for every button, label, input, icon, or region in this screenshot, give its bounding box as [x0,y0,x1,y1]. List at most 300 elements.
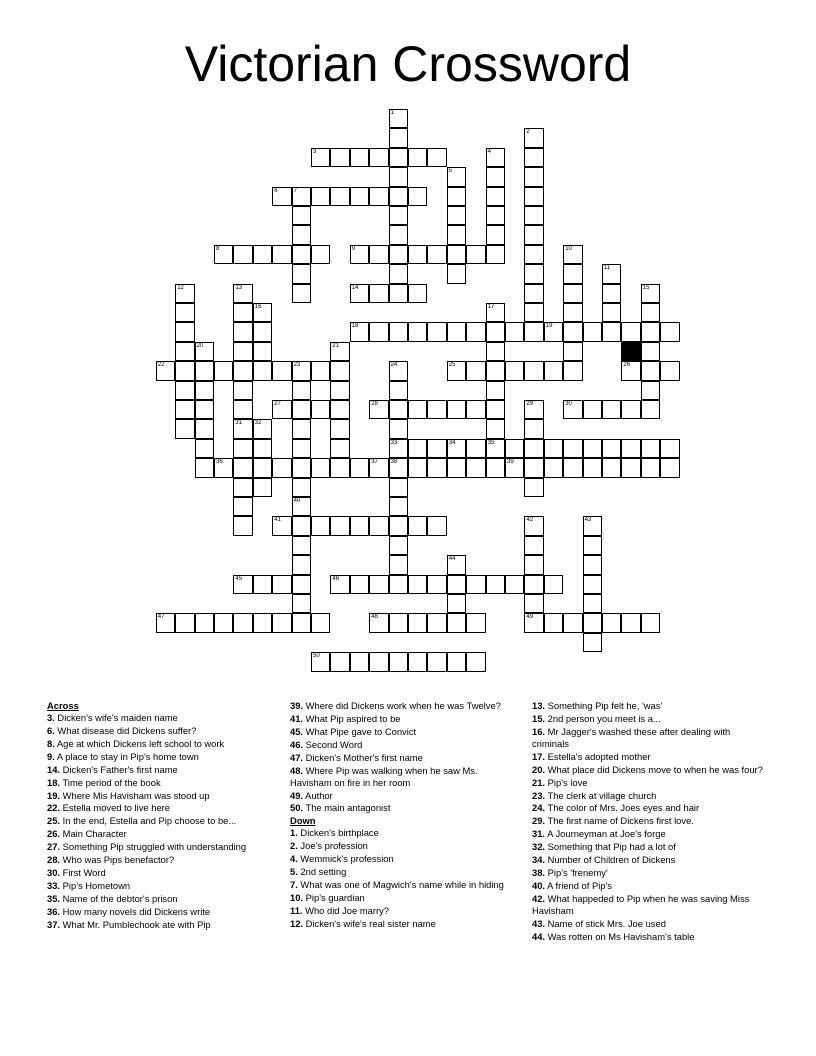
grid-cell[interactable] [505,458,524,477]
grid-cell[interactable] [233,303,252,322]
grid-cell[interactable] [175,322,194,341]
grid-cell[interactable] [389,109,408,128]
grid-cell[interactable] [427,458,446,477]
grid-cell[interactable] [311,458,330,477]
grid-cell[interactable] [447,555,466,574]
grid-cell[interactable] [195,613,214,632]
grid-cell[interactable] [272,400,291,419]
grid-cell[interactable] [350,245,369,264]
grid-cell[interactable] [427,322,446,341]
grid-cell[interactable] [408,458,427,477]
grid-cell[interactable] [524,322,543,341]
grid-cell[interactable] [602,613,621,632]
clue-item-text: What place did Dickens move to when he was four? [545,763,763,775]
grid-cell[interactable] [214,458,233,477]
grid-cell[interactable] [292,516,311,535]
clue-item-number: 17. [532,750,546,762]
grid-cell[interactable] [466,400,485,419]
grid-cell[interactable] [563,264,582,283]
grid-cell[interactable] [447,167,466,186]
grid-cell[interactable] [272,245,291,264]
grid-cell[interactable] [660,458,679,477]
grid-cell[interactable] [524,206,543,225]
grid-cell[interactable] [447,400,466,419]
grid-cell[interactable] [641,613,660,632]
grid-cell[interactable] [389,458,408,477]
grid-cell[interactable] [641,284,660,303]
grid-cell[interactable] [583,594,602,613]
grid-cell[interactable] [330,148,349,167]
grid-cell[interactable] [195,381,214,400]
grid-cell[interactable] [330,400,349,419]
grid-cell[interactable] [272,187,291,206]
grid-cell[interactable] [389,206,408,225]
grid-cell[interactable] [602,439,621,458]
grid-cell[interactable] [253,575,272,594]
grid-cell[interactable] [350,187,369,206]
grid-cell[interactable] [427,148,446,167]
grid-cell[interactable] [466,245,485,264]
clue-item-text: Dicken's Mother's first name [303,751,423,763]
grid-cell[interactable] [563,439,582,458]
grid-cell[interactable] [563,361,582,380]
grid-cell[interactable] [447,322,466,341]
grid-cell[interactable] [641,458,660,477]
grid-cell[interactable] [486,361,505,380]
grid-cell[interactable] [486,187,505,206]
grid-cell[interactable] [389,148,408,167]
grid-cell[interactable] [486,225,505,244]
grid-cell[interactable] [292,187,311,206]
grid-cell[interactable] [195,458,214,477]
grid-cell[interactable] [369,148,388,167]
grid-cell[interactable] [408,400,427,419]
grid-cell[interactable] [292,478,311,497]
grid-cell[interactable] [253,478,272,497]
grid-cell[interactable] [175,284,194,303]
grid-cell[interactable] [408,575,427,594]
grid-cell[interactable] [350,458,369,477]
grid-cell[interactable] [330,187,349,206]
grid-cell[interactable] [389,322,408,341]
grid-cell[interactable] [253,322,272,341]
grid-cell[interactable] [583,575,602,594]
grid-cell[interactable] [408,613,427,632]
grid-cell[interactable] [563,245,582,264]
grid-cell[interactable] [389,536,408,555]
grid-cell[interactable] [272,575,291,594]
grid-cell[interactable] [447,206,466,225]
grid-cell[interactable] [486,342,505,361]
grid-cell[interactable] [233,419,252,438]
grid-cell[interactable] [466,652,485,671]
grid-cell[interactable] [524,148,543,167]
grid-cell[interactable] [544,575,563,594]
grid-cell[interactable] [233,284,252,303]
grid-cell[interactable] [214,361,233,380]
grid-cell[interactable] [505,439,524,458]
grid-cell[interactable] [524,187,543,206]
clue-number: 34 [448,439,456,446]
grid-cell[interactable] [505,575,524,594]
grid-cell[interactable] [524,575,543,594]
grid-cell[interactable] [389,128,408,147]
grid-cell[interactable] [175,361,194,380]
grid-cell[interactable] [195,361,214,380]
grid-cell[interactable] [272,458,291,477]
grid-cell[interactable] [524,613,543,632]
grid-cell[interactable] [660,322,679,341]
grid-cell[interactable] [524,400,543,419]
grid-cell[interactable] [389,284,408,303]
clue-item-text: Name of stick Mrs. Joe used [545,917,666,929]
grid-cell[interactable] [369,187,388,206]
grid-cell[interactable] [524,167,543,186]
grid-cell[interactable] [156,361,175,380]
grid-cell[interactable] [233,575,252,594]
grid-cell[interactable] [311,400,330,419]
grid-cell[interactable] [233,478,252,497]
grid-cell[interactable] [602,264,621,283]
grid-cell[interactable] [447,245,466,264]
grid-cell[interactable] [427,245,446,264]
grid-cell[interactable] [330,381,349,400]
grid-cell[interactable] [389,245,408,264]
grid-cell[interactable] [641,361,660,380]
grid-cell[interactable] [233,322,252,341]
grid-cell[interactable] [389,381,408,400]
grid-cell[interactable] [175,381,194,400]
grid-cell[interactable] [408,284,427,303]
grid-cell[interactable] [408,652,427,671]
grid-cell[interactable] [369,284,388,303]
grid-cell[interactable] [524,284,543,303]
grid-cell[interactable] [330,342,349,361]
grid-cell[interactable] [563,322,582,341]
grid-cell[interactable] [292,361,311,380]
grid-cell[interactable] [233,361,252,380]
grid-cell[interactable] [486,167,505,186]
grid-cell[interactable] [641,400,660,419]
grid-cell[interactable] [389,225,408,244]
grid-cell[interactable] [427,439,446,458]
grid-cell[interactable] [330,516,349,535]
grid-cell[interactable] [389,575,408,594]
grid-cell[interactable] [427,652,446,671]
grid-cell[interactable] [311,245,330,264]
grid-cell[interactable] [311,187,330,206]
grid-cell[interactable] [408,322,427,341]
grid-cell[interactable] [447,439,466,458]
grid-cell[interactable] [175,613,194,632]
grid-cell[interactable] [583,613,602,632]
grid-cell[interactable] [369,322,388,341]
grid-cell[interactable] [447,575,466,594]
grid-cell[interactable] [524,555,543,574]
grid-cell[interactable] [292,419,311,438]
grid-cell[interactable] [486,245,505,264]
grid-cell[interactable] [486,303,505,322]
grid-cell[interactable] [292,458,311,477]
grid-cell[interactable] [175,419,194,438]
grid-cell[interactable] [602,322,621,341]
grid-cell[interactable] [447,264,466,283]
grid-cell[interactable] [292,264,311,283]
grid-cell[interactable] [621,322,640,341]
grid-cell[interactable] [660,439,679,458]
grid-cell[interactable] [641,303,660,322]
grid-cell[interactable] [524,264,543,283]
grid-cell[interactable] [369,245,388,264]
grid-cell[interactable] [389,439,408,458]
grid-cell[interactable] [583,322,602,341]
down-clue-list [290,827,520,929]
grid-cell[interactable] [583,400,602,419]
grid-cell[interactable] [311,148,330,167]
grid-cell[interactable] [621,458,640,477]
grid-cell[interactable] [369,516,388,535]
grid-cell[interactable] [369,458,388,477]
grid-cell[interactable] [447,594,466,613]
grid-cell[interactable] [214,613,233,632]
grid-cell[interactable] [369,652,388,671]
grid-cell[interactable] [311,652,330,671]
grid-cell[interactable] [486,148,505,167]
grid-cell[interactable] [350,652,369,671]
grid-cell[interactable] [466,575,485,594]
grid-cell[interactable] [292,613,311,632]
clue-item-number: 41. [290,712,304,724]
grid-cell[interactable] [583,555,602,574]
grid-cell[interactable] [641,381,660,400]
grid-cell[interactable] [389,167,408,186]
grid-cell[interactable] [466,322,485,341]
grid-cell[interactable] [389,400,408,419]
grid-cell[interactable] [486,322,505,341]
grid-cell[interactable] [486,575,505,594]
grid-cell[interactable] [292,536,311,555]
grid-cell[interactable] [233,497,252,516]
grid-cell[interactable] [427,400,446,419]
grid-cell[interactable] [621,439,640,458]
grid-cell[interactable] [292,555,311,574]
grid-cell[interactable] [544,458,563,477]
grid-cell[interactable] [233,400,252,419]
grid-cell[interactable] [583,536,602,555]
grid-cell[interactable] [408,148,427,167]
grid-cell[interactable] [486,419,505,438]
grid-cell[interactable] [408,187,427,206]
grid-cell[interactable] [583,439,602,458]
grid-cell[interactable] [389,478,408,497]
grid-cell[interactable] [195,400,214,419]
grid-cell[interactable] [233,245,252,264]
grid-cell[interactable] [369,575,388,594]
grid-cell[interactable] [389,264,408,283]
grid-cell[interactable] [466,361,485,380]
grid-cell[interactable] [292,575,311,594]
grid-cell[interactable] [175,303,194,322]
grid-cell[interactable] [311,613,330,632]
grid-cell[interactable] [369,400,388,419]
clue-item-number: 44. [532,930,546,942]
grid-cell[interactable] [330,361,349,380]
grid-cell[interactable] [233,381,252,400]
grid-cell[interactable] [427,613,446,632]
grid-cell[interactable] [447,458,466,477]
grid-cell[interactable] [583,458,602,477]
grid-cell[interactable] [233,458,252,477]
grid-cell[interactable] [486,439,505,458]
grid-cell[interactable] [389,516,408,535]
grid-cell[interactable] [195,439,214,458]
grid-cell[interactable] [253,303,272,322]
grid-cell[interactable] [524,245,543,264]
grid-cell[interactable] [292,381,311,400]
grid-cell[interactable] [253,419,272,438]
grid-cell[interactable] [272,361,291,380]
grid-cell[interactable] [292,284,311,303]
grid-cell[interactable] [389,361,408,380]
grid-cell[interactable] [253,342,272,361]
grid-cell[interactable] [350,575,369,594]
grid-cell[interactable] [292,497,311,516]
grid-cell[interactable] [292,439,311,458]
grid-cell[interactable] [505,322,524,341]
grid-cell[interactable] [447,187,466,206]
grid-cell[interactable] [427,575,446,594]
grid-cell[interactable] [330,419,349,438]
grid-cell[interactable] [175,400,194,419]
grid-cell[interactable] [524,516,543,535]
grid-cell[interactable] [524,458,543,477]
grid-cell[interactable] [524,225,543,244]
grid-cell[interactable] [524,478,543,497]
grid-cell[interactable] [660,361,679,380]
grid-cell[interactable] [292,206,311,225]
grid-cell[interactable] [524,128,543,147]
grid-cell[interactable] [505,361,524,380]
grid-cell[interactable] [330,439,349,458]
grid-cell[interactable] [621,613,640,632]
grid-cell[interactable] [583,633,602,652]
grid-cell[interactable] [408,439,427,458]
grid-cell[interactable] [524,439,543,458]
grid-cell[interactable] [544,361,563,380]
grid-cell[interactable] [544,613,563,632]
grid-cell[interactable] [466,439,485,458]
grid-cell[interactable] [447,652,466,671]
grid-cell[interactable] [563,400,582,419]
grid-cell[interactable] [563,342,582,361]
grid-cell[interactable] [233,613,252,632]
grid-cell[interactable] [602,400,621,419]
grid-cell[interactable] [641,439,660,458]
grid-cell[interactable] [233,516,252,535]
grid-cell[interactable] [466,613,485,632]
grid-cell[interactable] [389,652,408,671]
grid-cell[interactable] [563,303,582,322]
grid-cell[interactable] [389,497,408,516]
grid-cell[interactable] [563,613,582,632]
grid-cell[interactable] [583,516,602,535]
grid-cell[interactable] [253,458,272,477]
grid-cell[interactable] [524,303,543,322]
grid-cell[interactable] [486,458,505,477]
grid-cell[interactable] [563,458,582,477]
grid-cell[interactable] [214,245,233,264]
grid-cell[interactable] [408,516,427,535]
grid-cell[interactable] [447,361,466,380]
grid-cell[interactable] [233,342,252,361]
grid-cell[interactable] [311,516,330,535]
grid-cell[interactable] [350,322,369,341]
grid-cell[interactable] [408,245,427,264]
grid-cell[interactable] [486,400,505,419]
grid-cell[interactable] [524,594,543,613]
grid-cell[interactable] [427,516,446,535]
grid-cell[interactable] [621,400,640,419]
grid-cell[interactable] [350,516,369,535]
grid-cell[interactable] [563,284,582,303]
grid-cell[interactable] [195,419,214,438]
grid-cell[interactable] [195,342,214,361]
grid-cell[interactable] [389,613,408,632]
grid-cell[interactable] [350,284,369,303]
grid-cell[interactable] [272,516,291,535]
grid-cell[interactable] [389,187,408,206]
grid-cell[interactable] [641,342,660,361]
grid-cell[interactable] [233,439,252,458]
grid-cell[interactable] [466,458,485,477]
grid-cell[interactable] [156,613,175,632]
grid-cell[interactable] [330,458,349,477]
grid-cell[interactable] [369,613,388,632]
grid-cell[interactable] [524,361,543,380]
grid-cell[interactable] [621,361,640,380]
grid-cell[interactable] [602,458,621,477]
clue-item-text: A place to stay in Pip's home town [54,750,199,762]
grid-cell[interactable] [330,575,349,594]
grid-cell[interactable] [292,245,311,264]
grid-cell[interactable] [175,342,194,361]
grid-cell[interactable] [544,322,563,341]
grid-cell[interactable] [486,206,505,225]
grid-cell[interactable] [253,245,272,264]
grid-cell[interactable] [272,613,291,632]
grid-cell[interactable] [447,613,466,632]
grid-cell[interactable] [253,613,272,632]
grid-cell[interactable] [253,439,272,458]
grid-cell[interactable] [253,361,272,380]
grid-cell[interactable] [330,652,349,671]
grid-cell[interactable] [641,322,660,341]
grid-cell[interactable] [524,419,543,438]
grid-cell[interactable] [311,361,330,380]
grid-cell[interactable] [486,381,505,400]
grid-cell[interactable] [292,225,311,244]
grid-cell[interactable] [544,439,563,458]
grid-cell[interactable] [602,284,621,303]
grid-cell[interactable] [602,303,621,322]
grid-cell[interactable] [350,148,369,167]
grid-cell[interactable] [389,419,408,438]
grid-cell[interactable] [524,536,543,555]
grid-cell[interactable] [292,400,311,419]
grid-cell[interactable] [389,555,408,574]
grid-cell[interactable] [447,225,466,244]
grid-cell[interactable] [292,594,311,613]
